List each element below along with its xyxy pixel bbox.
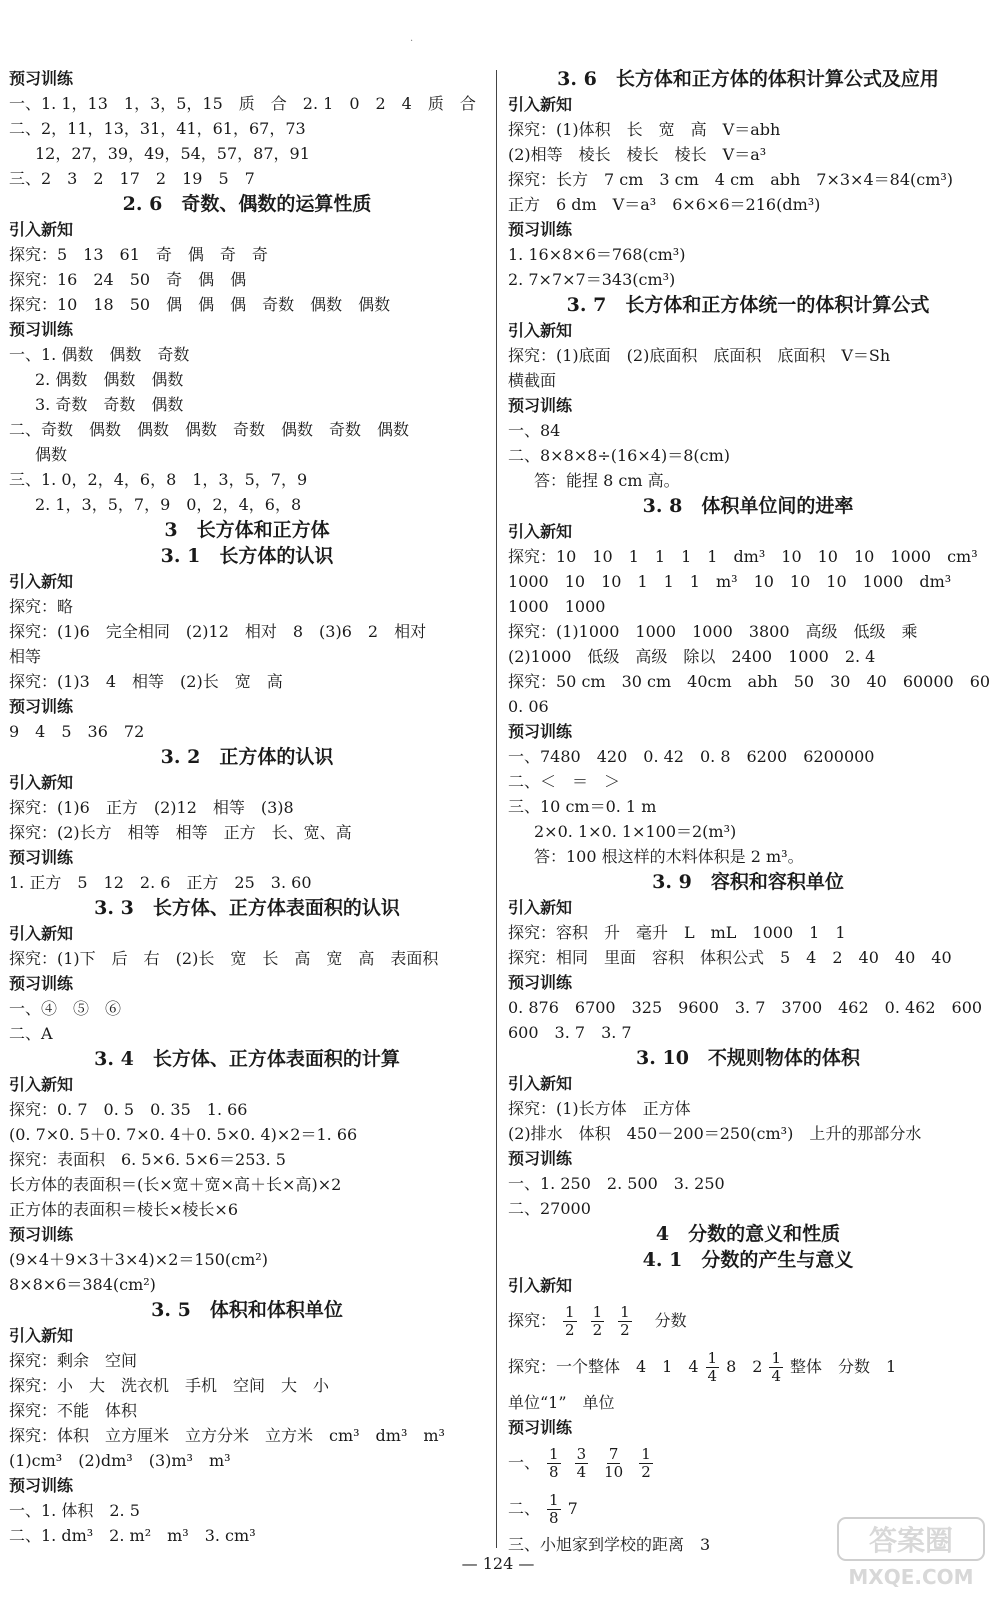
left-answer-line: 相等 bbox=[9, 647, 42, 666]
right-answer-line: 0. 06 bbox=[508, 697, 549, 716]
left-answer-line: 探究：小 大 洗衣机 手机 空间 大 小 bbox=[9, 1376, 330, 1395]
left-section-heading: 预习训练 bbox=[9, 697, 74, 716]
page-number: — 124 — bbox=[461, 1554, 535, 1573]
left-answer-line: 二、2，11，13，31，41，61，67，73 bbox=[9, 119, 306, 138]
left-answer-line: 一、④ ⑤ ⑥ bbox=[9, 999, 122, 1018]
left-section-heading: 引入新知 bbox=[9, 1326, 74, 1345]
right-lesson-title: 4. 1 分数的产生与意义 bbox=[642, 1249, 854, 1271]
right-answer-line: 横截面 bbox=[508, 371, 557, 390]
left-answer-line: 探究：16 24 50 奇 偶 偶 bbox=[9, 270, 247, 289]
left-section-heading: 引入新知 bbox=[9, 220, 74, 239]
left-answer-line: 探究：不能 体积 bbox=[9, 1401, 138, 1420]
right-section-heading: 引入新知 bbox=[508, 321, 573, 340]
left-column bbox=[9, 66, 485, 1548]
right-lesson-title: 4 分数的意义和性质 bbox=[655, 1223, 841, 1245]
fraction-denominator: 8 bbox=[549, 1509, 559, 1527]
fraction-numerator: 1 bbox=[549, 1491, 559, 1509]
right-section-heading: 预习训练 bbox=[508, 396, 573, 415]
left-answer-line: 三、2 3 2 17 2 19 5 7 bbox=[9, 169, 255, 188]
left-answer-line: 正方体的表面积＝棱长×棱长×6 bbox=[9, 1200, 238, 1219]
left-answer-line: 探究：表面积 6. 5×6. 5×6＝253. 5 bbox=[9, 1150, 286, 1169]
fraction-denominator: 4 bbox=[707, 1367, 718, 1385]
left-answer-line: (9×4＋9×3＋3×4)×2＝150(cm²) bbox=[9, 1250, 268, 1269]
watermark-logo bbox=[836, 1514, 986, 1592]
left-lesson-title: 3. 4 长方体、正方体表面积的计算 bbox=[94, 1048, 400, 1070]
fraction bbox=[769, 1350, 783, 1385]
right-lesson-title: 3. 7 长方体和正方体统一的体积计算公式 bbox=[566, 294, 930, 316]
right-answer-line: 答：能捏 8 cm 高。 bbox=[534, 471, 680, 490]
left-answer-line: 一、1. 1，13 1，3，5，15 质 合 2. 1 0 2 4 质 合 bbox=[9, 94, 476, 113]
right-answer-line: 600 3. 7 3. 7 bbox=[508, 1023, 632, 1042]
scan-speck: · bbox=[410, 36, 414, 47]
right-formula-line bbox=[508, 1344, 988, 1390]
fraction-numerator: 1 bbox=[592, 1303, 603, 1321]
left-answer-line: 1. 正方 5 12 2. 6 正方 25 3. 60 bbox=[9, 873, 312, 892]
right-answer-line: 探究：(1)1000 1000 1000 3800 高级 低级 乘 bbox=[508, 622, 918, 641]
left-lesson-title: 2. 6 奇数、偶数的运算性质 bbox=[122, 193, 372, 215]
svg-text:MXQE.COM: MXQE.COM bbox=[848, 1565, 974, 1589]
right-answer-line: 1000 10 10 1 1 1 m³ 10 10 10 1000 dm³ bbox=[508, 572, 952, 591]
fraction bbox=[602, 1446, 625, 1481]
right-column bbox=[508, 66, 991, 1557]
right-answer-line: 探究：(1)长方体 正方体 bbox=[508, 1099, 691, 1118]
left-lesson-title: 3. 3 长方体、正方体表面积的认识 bbox=[94, 897, 400, 919]
left-lesson-title: 3. 5 体积和体积单位 bbox=[151, 1299, 343, 1321]
right-answer-line: 正方 6 dm V＝a³ 6×6×6＝216(dm³) bbox=[508, 195, 821, 214]
fraction-numerator: 1 bbox=[641, 1445, 651, 1463]
right-answer-line: 二、8×8×8÷(16×4)＝8(cm) bbox=[508, 446, 730, 465]
right-section-heading: 引入新知 bbox=[508, 522, 573, 541]
right-answer-line: 2×0. 1×0. 1×100＝2(m³) bbox=[534, 822, 737, 841]
left-section-heading: 预习训练 bbox=[9, 1476, 74, 1495]
right-section-heading: 引入新知 bbox=[508, 1074, 573, 1093]
right-section-heading: 预习训练 bbox=[508, 220, 573, 239]
left-answer-line: 探究：(1)6 正方 (2)12 相等 (3)8 bbox=[9, 798, 294, 817]
right-answer-line: 探究：(1)底面 (2)底面积 底面积 底面积 V＝Sh bbox=[508, 346, 891, 365]
right-answer-line: 一、1. 250 2. 500 3. 250 bbox=[508, 1174, 725, 1193]
fraction-denominator: 2 bbox=[592, 1321, 603, 1339]
column-divider bbox=[496, 70, 497, 1548]
left-answer-line: 2. 偶数 偶数 偶数 bbox=[35, 370, 184, 389]
left-section-heading: 预习训练 bbox=[9, 1225, 74, 1244]
right-lesson-title: 3. 9 容积和容积单位 bbox=[652, 871, 844, 893]
left-answer-line: 探究：5 13 61 奇 偶 奇 奇 bbox=[9, 245, 268, 264]
left-answer-line: 探究：(1)3 4 相等 (2)长 宽 高 bbox=[9, 672, 283, 691]
left-answer-line: 探究：0. 7 0. 5 0. 35 1. 66 bbox=[9, 1100, 248, 1119]
left-answer-line: 2. 1，3，5，7，9 0，2，4，6，8 bbox=[35, 495, 302, 514]
fraction bbox=[639, 1446, 653, 1481]
text-segment: 整体 分数 1 bbox=[790, 1357, 897, 1376]
right-answer-line: 二、＜ ＝ ＞ bbox=[508, 772, 621, 791]
right-lesson-title: 3. 8 体积单位间的进率 bbox=[642, 495, 854, 517]
right-answer-line: (2)1000 低级 高级 除以 2400 1000 2. 4 bbox=[508, 647, 876, 666]
right-section-heading: 预习训练 bbox=[508, 1149, 573, 1168]
text-segment: 分数 bbox=[638, 1311, 687, 1330]
right-answer-line: (2)相等 棱长 棱长 棱长 V＝a³ bbox=[508, 145, 767, 164]
left-answer-line: (0. 7×0. 5＋0. 7×0. 4＋0. 5×0. 4)×2＝1. 66 bbox=[9, 1125, 358, 1144]
left-section-heading: 预习训练 bbox=[9, 848, 74, 867]
left-answer-line: 二、奇数 偶数 偶数 偶数 奇数 偶数 奇数 偶数 bbox=[9, 420, 410, 439]
right-formula-line bbox=[508, 1298, 988, 1344]
left-answer-line: 8×8×6＝384(cm²) bbox=[9, 1275, 156, 1294]
left-section-heading: 引入新知 bbox=[9, 773, 74, 792]
fraction bbox=[706, 1350, 720, 1385]
fraction bbox=[563, 1304, 577, 1339]
fraction-numerator: 1 bbox=[549, 1445, 559, 1463]
left-answer-line: 二、A bbox=[9, 1024, 53, 1043]
right-answer-line: 1000 1000 bbox=[508, 597, 606, 616]
fraction-numerator: 1 bbox=[771, 1349, 782, 1367]
fraction-denominator: 4 bbox=[771, 1367, 782, 1385]
fraction-numerator: 1 bbox=[620, 1303, 630, 1321]
right-answer-line: 三、10 cm＝0. 1 m bbox=[508, 797, 657, 816]
fraction-denominator: 2 bbox=[565, 1321, 575, 1339]
left-answer-line: 探究：剩余 空间 bbox=[9, 1351, 138, 1370]
left-section-heading: 引入新知 bbox=[9, 572, 74, 591]
right-answer-line: 一、84 bbox=[508, 421, 561, 440]
svg-text:答案圈: 答案圈 bbox=[868, 1524, 954, 1557]
fraction bbox=[547, 1446, 561, 1481]
left-section-heading: 引入新知 bbox=[9, 924, 74, 943]
left-answer-line: 一、1. 体积 2. 5 bbox=[9, 1501, 140, 1520]
left-section-heading: 预习训练 bbox=[9, 974, 74, 993]
left-answer-line: 探究：(1)下 后 右 (2)长 宽 长 高 宽 高 表面积 bbox=[9, 949, 439, 968]
right-answer-line: 答：100 根这样的木料体积是 2 m³。 bbox=[534, 847, 804, 866]
right-lesson-title: 3. 10 不规则物体的体积 bbox=[636, 1047, 860, 1069]
right-answer-line: 单位“1” 单位 bbox=[508, 1393, 615, 1412]
right-answer-line: 探究：50 cm 30 cm 40cm abh 50 30 40 60000 60 bbox=[508, 672, 991, 691]
left-answer-line: 3. 奇数 奇数 偶数 bbox=[35, 395, 184, 414]
fraction-denominator: 2 bbox=[620, 1321, 630, 1339]
fraction-numerator: 1 bbox=[707, 1349, 718, 1367]
left-section-heading: 预习训练 bbox=[9, 69, 74, 88]
right-answer-line: 探究：长方 7 cm 3 cm 4 cm abh 7×3×4＝84(cm³) bbox=[508, 170, 954, 189]
left-lesson-title: 3. 1 长方体的认识 bbox=[160, 545, 334, 567]
right-lesson-title: 3. 6 长方体和正方体的体积计算公式及应用 bbox=[557, 68, 939, 90]
fraction-numerator: 3 bbox=[576, 1445, 587, 1463]
fraction-denominator: 2 bbox=[641, 1463, 651, 1481]
left-answer-line: 探究：体积 立方厘米 立方分米 立方米 cm³ dm³ m³ bbox=[9, 1426, 445, 1445]
text-segment: 探究：一个整体 4 1 4 bbox=[508, 1357, 699, 1376]
left-answer-line: 长方体的表面积＝(长×宽＋宽×高＋长×高)×2 bbox=[9, 1175, 342, 1194]
right-section-heading: 引入新知 bbox=[508, 95, 573, 114]
right-answer-line: 三、小旭家到学校的距离 3 bbox=[508, 1535, 711, 1554]
left-answer-line: 一、1. 偶数 偶数 奇数 bbox=[9, 345, 190, 364]
left-answer-line: 偶数 bbox=[35, 445, 68, 464]
right-section-heading: 引入新知 bbox=[508, 1276, 573, 1295]
left-answer-line: (1)cm³ (2)dm³ (3)m³ m³ bbox=[9, 1451, 231, 1470]
left-answer-line: 探究：(1)6 完全相同 (2)12 相对 8 (3)6 2 相对 bbox=[9, 622, 427, 641]
right-section-heading: 预习训练 bbox=[508, 973, 573, 992]
right-answer-line: 一、7480 420 0. 42 0. 8 6200 6200000 bbox=[508, 747, 875, 766]
text-segment: 8 2 bbox=[726, 1357, 763, 1376]
fraction-numerator: 7 bbox=[608, 1445, 619, 1463]
left-answer-line: 探究：(2)长方 相等 相等 正方 长、宽、高 bbox=[9, 823, 352, 842]
left-answer-line: 探究：略 bbox=[9, 597, 74, 616]
left-answer-line: 二、1. dm³ 2. m² m³ 3. cm³ bbox=[9, 1526, 256, 1545]
right-section-heading: 引入新知 bbox=[508, 898, 573, 917]
right-answer-line: 探究：容积 升 毫升 L mL 1000 1 1 bbox=[508, 923, 846, 942]
text-segment: 一、 bbox=[508, 1453, 541, 1472]
left-answer-line: 三、1. 0，2，4，6，8 1，3，5，7，9 bbox=[9, 470, 308, 489]
right-formula-line bbox=[508, 1440, 988, 1486]
right-answer-line: 探究：10 10 1 1 1 1 dm³ 10 10 10 1000 cm³ bbox=[508, 547, 978, 566]
right-section-heading: 预习训练 bbox=[508, 1418, 573, 1437]
left-section-heading: 预习训练 bbox=[9, 320, 74, 339]
right-answer-line: 二、27000 bbox=[508, 1199, 591, 1218]
left-lesson-title: 3 长方体和正方体 bbox=[164, 519, 330, 541]
right-answer-line: 0. 876 6700 325 9600 3. 7 3700 462 0. 462 600 bbox=[508, 998, 983, 1017]
left-answer-line: 9 4 5 36 72 bbox=[9, 722, 145, 741]
right-answer-line: 1. 16×8×6＝768(cm³) bbox=[508, 245, 686, 264]
right-section-heading: 预习训练 bbox=[508, 722, 573, 741]
text-segment: 二、 bbox=[508, 1499, 541, 1518]
right-answer-line: 探究：相同 里面 容积 体积公式 5 4 2 40 40 40 bbox=[508, 948, 952, 967]
left-answer-line: 12，27，39，49，54，57，87，91 bbox=[35, 144, 310, 163]
left-lesson-title: 3. 2 正方体的认识 bbox=[160, 746, 334, 768]
text-segment: 7 bbox=[567, 1499, 578, 1518]
right-answer-line: (2)排水 体积 450－200＝250(cm³) 上升的那部分水 bbox=[508, 1124, 922, 1143]
text-segment: 探究： bbox=[508, 1311, 557, 1330]
fraction bbox=[575, 1446, 589, 1481]
fraction bbox=[547, 1492, 561, 1527]
fraction-denominator: 4 bbox=[576, 1463, 587, 1481]
fraction bbox=[618, 1304, 632, 1339]
right-answer-line: 探究：(1)体积 长 宽 高 V＝abh bbox=[508, 120, 781, 139]
fraction-denominator: 8 bbox=[549, 1463, 559, 1481]
fraction-denominator: 10 bbox=[604, 1463, 624, 1481]
left-section-heading: 引入新知 bbox=[9, 1075, 74, 1094]
fraction-numerator: 1 bbox=[565, 1303, 575, 1321]
fraction bbox=[591, 1304, 605, 1339]
right-answer-line: 2. 7×7×7＝343(cm³) bbox=[508, 270, 676, 289]
left-answer-line: 探究：10 18 50 偶 偶 偶 奇数 偶数 偶数 bbox=[9, 295, 391, 314]
